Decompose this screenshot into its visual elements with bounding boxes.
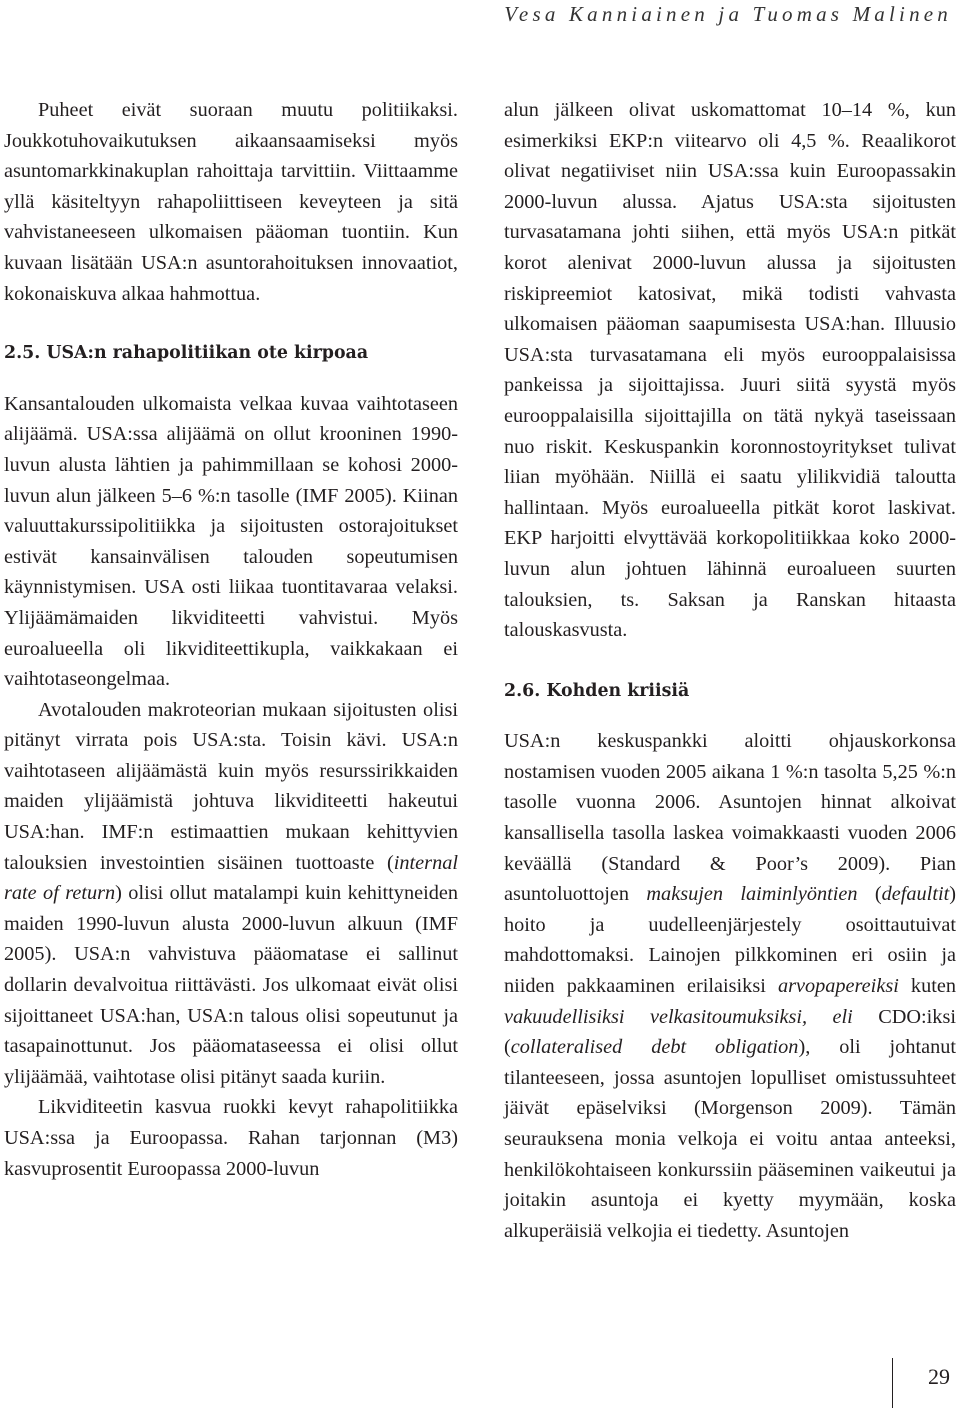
section-number: 2.6. [504,680,541,701]
running-head: Vesa Kanniainen ja Tuomas Malinen [504,2,952,26]
section-heading [504,676,956,707]
right-column [504,95,956,1246]
left-column [4,95,458,1184]
text-run: ) olisi ollut matalampi kuin kehittyneiden maiden 1990-luvun alusta 2000-luvun alkuun (IMF 2005). USA:n vahvistuva pääomatase ei sallinut dollarin devalvoitua riittävästi. Jos ulkomaat eivät olisi sijoittaneet USA:han, USA:n talous olisi sopeutunut ja tasapainottunut. Jos pääomataseessa ei olisi ollut ylijäämää, vaihtotase olisi pitänyt saada kuriin. [4,882,458,1088]
italic-term: collateralised debt obligation [510,1036,799,1059]
section-title: USA:n rahapolitiikan ote kirpoaa [46,343,369,364]
italic-term: internal rate of return [4,851,458,905]
page-number-rule [892,1358,893,1408]
italic-term: defaultit [881,883,950,906]
page-number: 29 [928,1364,950,1389]
text-run: ( [857,883,882,906]
paragraph [4,695,458,1093]
section-heading [4,338,458,369]
paragraph: Puheet eivät suoraan muutu politiikaksi. Joukkotuhovaikutuksen aikaansaamiseksi myös asuntomarkkinakuplan rahoittaja tarvittiin. Viittaamme yllä käsiteltyyn rahapoliittiseen keveyteen ja sitä vahvistaneeseen ulkomaisen pääoman tuontiin. Kun kuvaan lisätään USA:n asuntorahoituksen innovaatiot, kokonaiskuva alkaa hahmottua. [4,99,458,305]
italic-term: vakuudellisiksi velkasitoumuksiksi, eli [504,1005,853,1028]
paragraph: Likviditeetin kasvua ruokki kevyt rahapolitiikka USA:ssa ja Euroopassa. Rahan tarjonnan (M3) kasvuprosentit Euroopassa 2000-luvun [4,1096,458,1180]
section-title: Kohden kriisiä [546,680,690,701]
italic-term: maksujen laiminlyöntien [646,883,858,906]
text-run: ), oli johtanut tilanteeseen, jossa asuntojen lopulliset omistussuhteet jäivät epäselviksi (Morgenson 2009). Tämän seurauksena monia velkoja ei voitu antaa anteeksi, henkilökohtaiseen konkurssiin pääseminen vaikeutui ja joitakin asuntoja ei kyetty myymään, koska alkuperäisiä velkojia ei tiedetty. Asuntojen [504,1036,957,1242]
text-run: kuten [898,975,956,998]
text-run: Avotalouden makroteorian mukaan sijoitusten olisi pitänyt virrata pois USA:sta. Toisin kävi. USA:n vaihtotaseen alijäämästä kuin myös resurssirikkaiden maiden ylijäämistä johtuva likviditeetti hakeutui USA:han. IMF:n estimaattien mukaan kehittyvien talouksien investointien sisäinen tuottoaste ( [4,698,458,874]
paragraph: Kansantalouden ulkomaista velkaa kuvaa vaihtotaseen alijäämä. USA:ssa alijäämä on ollut krooninen 1990-luvun alusta lähtien ja pahimmillaan se kohosi 2000-luvun alun jälkeen 5–6 %:n tasolle (IMF 2005). Kiinan valuuttakurssipolitiikka ja sijoitusten ostorajoitukset estivät kansainvälisen talouden sopeutumisen käynnistymisen. USA osti liikaa tuontitavaraa velaksi. Ylijäämämaiden likviditeetti vahvistui. Myös euroalueella oli likviditeettikupla, vaikkakaan ei vaihtotaseongelmaa. [4,392,458,691]
paragraph [504,726,956,1246]
text-run: ) hoito ja uudelleenjärjestely osoittautuivat mahdottomaksi. Lainojen pilkkominen eri osiin ja niiden pakkaaminen erilaisiksi [504,883,956,998]
italic-term: arvopapereiksi [777,975,899,998]
text-run: CDO:iksi ( [504,1005,956,1059]
section-number: 2.5. [4,343,41,364]
text-run: USA:n keskuspankki aloitti ohjauskorkonsa nostamisen vuoden 2005 aikana 1 %:n tasolta 5,25 %:n tasolle vuonna 2006. Asuntojen hinnat alkoivat kansallisella tasolla laskea voimakkaasti vuoden 2006 keväällä (Standard & Poor’s 2009). Pian asuntoluottojen [504,730,956,906]
paragraph: alun jälkeen olivat uskomattomat 10–14 %, kun esimerkiksi EKP:n viitearvo oli 4,5 %. Reaalikorot olivat negatiiviset niin USA:ssa kuin Euroopassakin 2000-luvun alussa. Ajatus USA:sta sijoitusten turvasatamana johti siihen, että myös USA:n pitkät korot alenivat 2000-luvun alussa ja sijoitusten riskipreemiot katosivat, mikä todisti vahvasta ulkomaisen pääoman saapumisesta USA:han. Illuusio USA:sta turvasatamana eli myös eurooppalaisissa pankeissa ja sijoittajissa. Juuri siitä syystä myös eurooppalaisilla sijoittajilla on tätä nykyä taseissaan nuo riskit. Keskuspankin koronnostoyritykset tulivat liian myöhään. Niillä ei saatu ylilikvidiä taloutta hallintaan. Myös euroalueella pitkät korot laskivat. EKP harjoitti elvyttävää korkopolitiikkaa koko 2000-luvun alun johtuen lähinnä euroalueen suurten talouksien, ts. Saksan ja Ranskan hitaasta talouskasvusta. [504,99,956,642]
